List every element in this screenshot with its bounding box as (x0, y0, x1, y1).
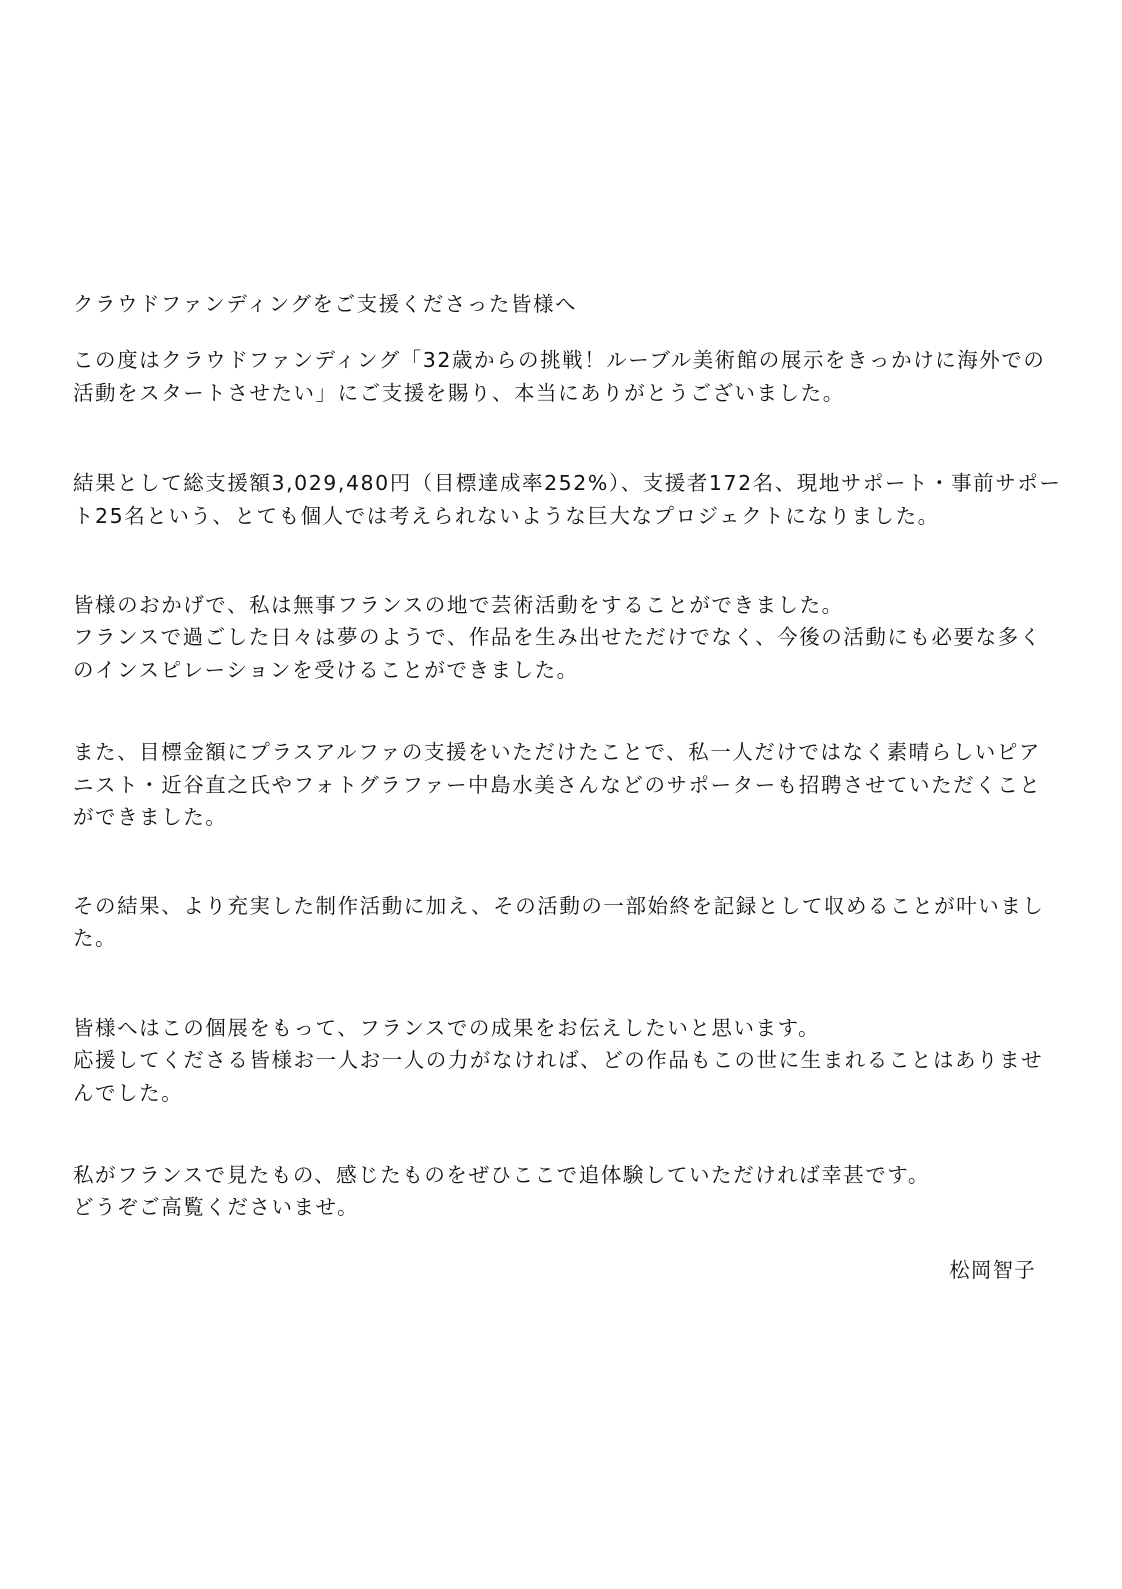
letter-signature: 松岡智子 (949, 1258, 1036, 1282)
paragraph-6-line-3: んでした。 (73, 1081, 184, 1105)
paragraph-1-line-1: この度はクラウドファンディング「32歳からの挑戦！ルーブル美術館の展示をきっかけに海外での (73, 348, 1046, 372)
letter-salutation: クラウドファンディングをご支援くださった皆様へ (73, 292, 578, 316)
paragraph-4-line-1: また、目標金額にプラスアルファの支援をいただけたことで、私一人だけではなく素晴らしいピア (73, 740, 1041, 764)
paragraph-7-line-2: どうぞご高覧くださいませ。 (73, 1195, 360, 1219)
paragraph-3-line-3: のインスピレーションを受けることができました。 (73, 658, 579, 682)
paragraph-6-line-2: 応援してくださる皆様お一人お一人の力がなければ、どの作品もこの世に生まれることはありませ (73, 1048, 1044, 1072)
paragraph-4-line-2: ニスト・近谷直之氏やフォトグラファー中島水美さんなどのサポーターも招聘させていただくこと (73, 773, 1042, 797)
paragraph-5-line-1: その結果、より充実した制作活動に加え、その活動の一部始終を記録として収めることが叶いまし (73, 894, 1045, 918)
paragraph-5-line-2: た。 (73, 926, 118, 950)
paragraph-6-line-1: 皆様へはこの個展をもって、フランスでの成果をお伝えしたいと思います。 (73, 1016, 821, 1040)
paragraph-3-line-1: 皆様のおかげで、私は無事フランスの地で芸術活動をすることができました。 (73, 593, 844, 617)
paragraph-1-line-2: 活動をスタートさせたい」にご支援を賜り、本当にありがとうございました。 (73, 381, 845, 405)
paragraph-2-line-2: ト25名という、とても個人では考えられないような巨大なプロジェクトになりました。 (73, 504, 940, 528)
paragraph-3-line-2: フランスで過ごした日々は夢のようで、作品を生み出せただけでなく、今後の活動にも必要な多く (73, 625, 1042, 649)
paragraph-4-line-3: ができました。 (73, 805, 228, 829)
paragraph-2-line-1: 結果として総支援額3,029,480円（目標達成率252%）、支援者172名、現地サポート・事前サポー (73, 471, 1062, 495)
paragraph-7-line-1: 私がフランスで見たもの、感じたものをぜひここで追体験していただければ幸甚です。 (73, 1163, 930, 1187)
